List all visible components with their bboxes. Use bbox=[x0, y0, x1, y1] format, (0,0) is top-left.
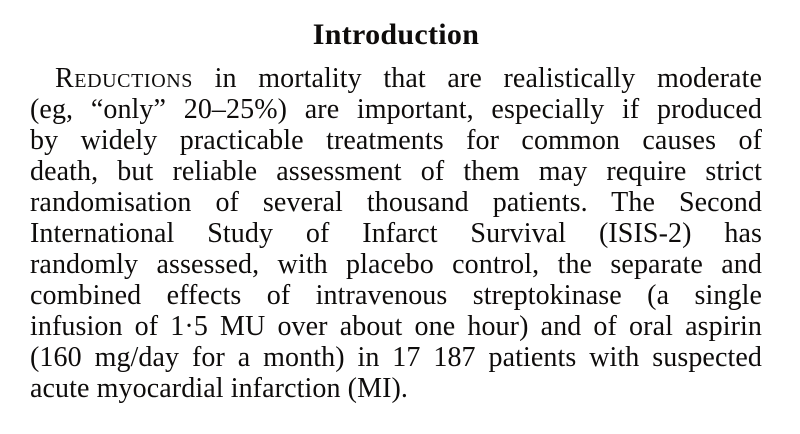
intro-paragraph bbox=[30, 63, 762, 404]
section-heading: Introduction bbox=[312, 18, 480, 51]
text-line: (160 mg/day for a month) in 17 187 patients with suspected bbox=[30, 342, 762, 373]
lead-word-smallcaps: Reductions bbox=[55, 63, 194, 94]
text-line: infusion of 1·5 MU over about one hour) and of oral aspirin bbox=[30, 311, 762, 342]
text-line: by widely practicable treatments for common causes of bbox=[30, 125, 762, 156]
text-line: International Study of Infarct Survival (ISIS-2) has bbox=[30, 218, 762, 249]
text-line: randomisation of several thousand patients. The Second bbox=[30, 187, 762, 218]
text-line: (eg, “only” 20–25%) are important, especially if produced bbox=[30, 94, 762, 125]
text-line-rest: in mortality that are realistically moderate bbox=[214, 63, 762, 94]
text-line: acute myocardial infarction (MI). bbox=[30, 373, 409, 404]
text-line bbox=[30, 63, 762, 94]
text-line: death, but reliable assessment of them may require strict bbox=[30, 156, 762, 187]
text-line: randomly assessed, with placebo control, the separate and bbox=[30, 249, 762, 280]
text-line: combined effects of intravenous streptokinase (a single bbox=[30, 280, 762, 311]
